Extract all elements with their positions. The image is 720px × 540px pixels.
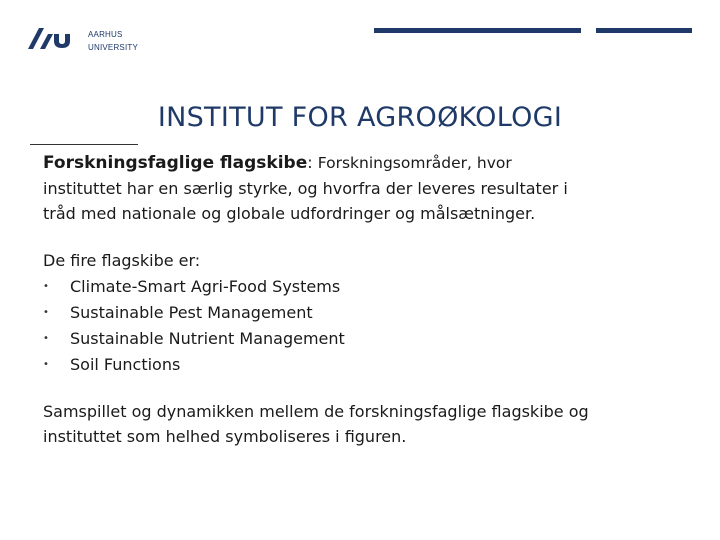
- flagship-list-intro: De fire flagskibe er:: [43, 251, 201, 270]
- header-bar-long: [374, 28, 581, 33]
- list-item: [43, 273, 683, 299]
- list-item: [43, 351, 683, 377]
- university-wordmark: [88, 28, 138, 54]
- aarhus-university-logo-icon: [26, 26, 76, 50]
- slide-title: INSTITUT FOR AGROØKOLOGI: [157, 102, 563, 134]
- flagship-label: Sustainable Nutrient Management: [70, 328, 345, 348]
- flagship-label: Climate-Smart Agri-Food Systems: [70, 276, 341, 296]
- bullet-icon: •: [43, 358, 49, 370]
- list-item: [43, 299, 683, 325]
- lead-colon: :: [307, 153, 313, 172]
- lead-line-2: instituttet har en særlig styrke, og hvorfra der leveres resultater i: [43, 179, 568, 198]
- closing-line-1: Samspillet og dynamikken mellem de forskningsfaglige flagskibe og: [43, 402, 589, 421]
- slide-body: [43, 150, 683, 449]
- bullet-icon: •: [43, 306, 49, 318]
- flagship-list: [43, 273, 683, 377]
- lead-line-3: tråd med nationale og globale udfordringer og målsætninger.: [43, 204, 536, 223]
- flagship-label: Soil Functions: [70, 354, 181, 374]
- lead-line-1: [43, 150, 683, 176]
- lead-label: Forskningsfaglige flagskibe: [43, 153, 308, 173]
- bullet-icon: •: [43, 332, 49, 344]
- list-item: [43, 325, 683, 351]
- wordmark-line-2: UNIVERSITY: [88, 43, 139, 52]
- title-divider: [30, 144, 138, 145]
- flagship-label: Sustainable Pest Management: [70, 302, 313, 322]
- lead-inline-text: Forskningsområder, hvor: [317, 154, 512, 172]
- closing-line-2: instituttet som helhed symboliseres i figuren.: [43, 427, 407, 446]
- bullet-icon: •: [43, 280, 49, 292]
- wordmark-line-1: AARHUS: [88, 30, 123, 39]
- header-bar-short: [596, 28, 692, 33]
